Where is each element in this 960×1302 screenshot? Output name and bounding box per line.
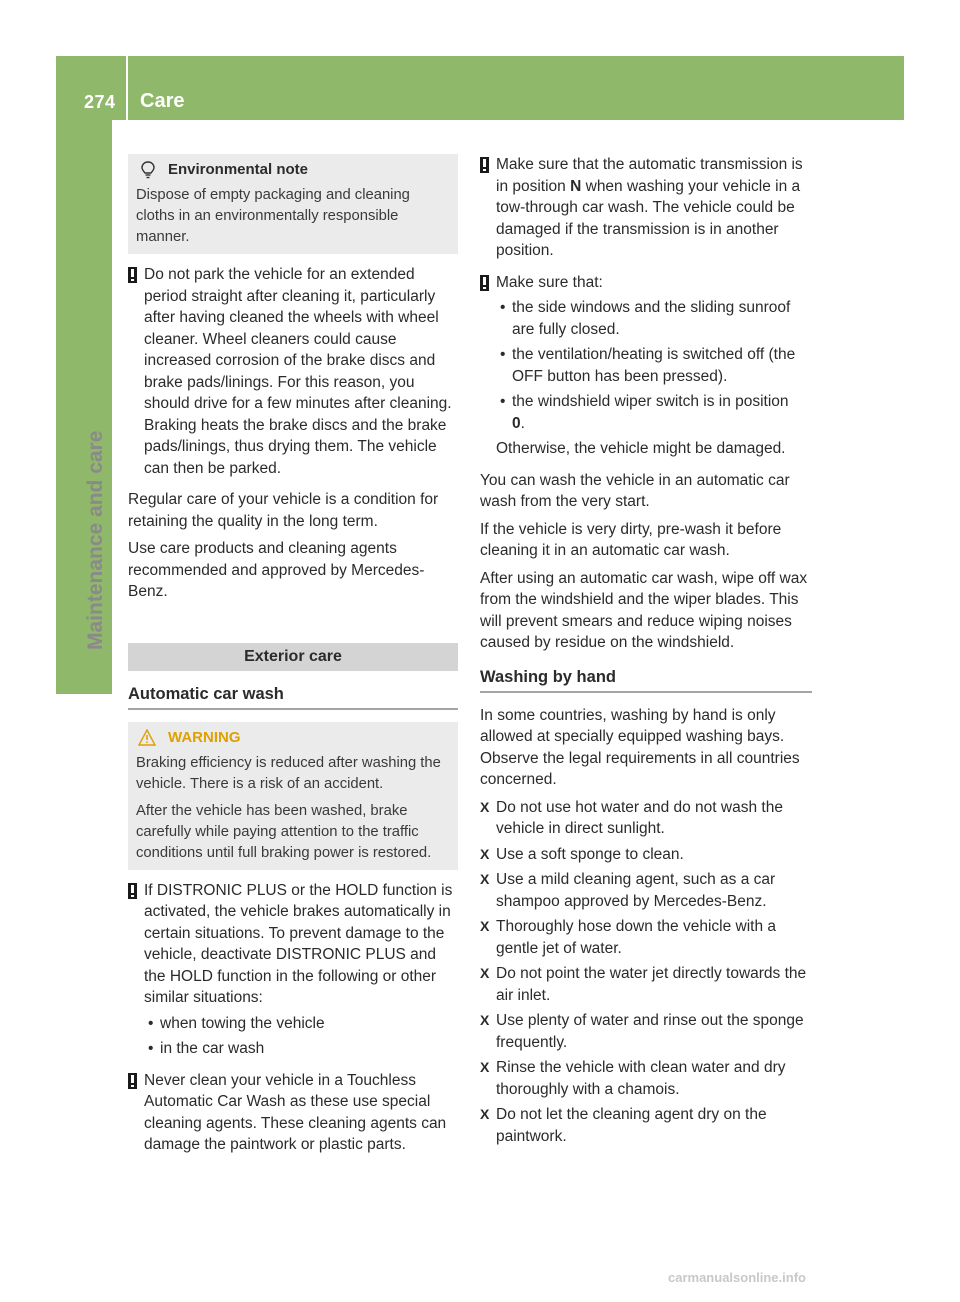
list-item: • when towing the vehicle	[144, 1013, 458, 1035]
side-tab-label-wrap	[72, 430, 107, 650]
bullet-list	[496, 297, 812, 434]
note-text-part: Make sure that the automatic transmission is in position	[496, 156, 803, 195]
note-touchless-wash	[128, 1070, 458, 1156]
exclamation-icon	[128, 1073, 137, 1089]
warning-text: Braking efficiency is reduced after washing the vehicle. There is a risk of an accident.	[136, 754, 441, 792]
step-item	[480, 916, 812, 959]
list-item-text: the windshield wiper switch is in position	[512, 393, 789, 410]
step-item	[480, 844, 812, 866]
exclamation-icon	[480, 157, 489, 173]
automatic-car-wash-heading: Automatic car wash	[128, 685, 458, 710]
step-text: Use a mild cleaning agent, such as a car shampoo approved by Mercedes-Benz.	[496, 871, 776, 910]
paragraph: In some countries, washing by hand is only allowed at specially equipped washing bays. Observe the legal requirements in all countries concerned.	[480, 706, 800, 788]
washing-by-hand-heading: Washing by hand	[480, 668, 812, 693]
note-park-after-cleaning	[128, 264, 458, 479]
list-item: • the ventilation/heating is switched off (the OFF button has been pressed).	[496, 344, 812, 387]
step-text: Do not use hot water and do not wash the vehicle in direct sunlight.	[496, 798, 783, 837]
step-text: Thoroughly hose down the vehicle with a gentle jet of water.	[496, 918, 777, 957]
side-tab-label: Maintenance and care	[84, 430, 107, 650]
arrow-icon: X	[480, 1106, 490, 1122]
note-text: If DISTRONIC PLUS or the HOLD function is activated, the vehicle brakes automatically in certain situations. To prevent damage to the vehicle, deactivate DISTRONIC PLUS and the HOLD function in the following or other similar situations:	[144, 881, 453, 1006]
step-text: Use a soft sponge to clean.	[496, 845, 684, 863]
warning-box	[128, 722, 458, 870]
arrow-icon: X	[480, 1012, 490, 1028]
page-number: 274	[84, 92, 116, 112]
step-item	[480, 1057, 812, 1100]
warning-title: WARNING	[168, 728, 241, 746]
paragraph: After using an automatic car wash, wipe off wax from the windshield and the wiper blades. This will prevent smears and reduce wiping noises caused by residue on the windshield.	[480, 569, 808, 651]
arrow-icon: X	[480, 965, 490, 981]
note-text: Make sure that:	[496, 273, 603, 291]
warning-triangle-icon	[138, 729, 156, 746]
step-item	[480, 963, 812, 1006]
env-note-body: Dispose of empty packaging and cleaning cloths in an environmentally responsible manner.	[136, 187, 410, 245]
watermark-logo: carmanualsonline.info	[668, 1270, 806, 1285]
arrow-icon: X	[480, 918, 490, 934]
exterior-care-heading: Exterior care	[128, 643, 458, 671]
gear-position: N	[570, 177, 582, 195]
list-item: • the side windows and the sliding sunroof are fully closed.	[496, 297, 812, 340]
step-list	[480, 797, 812, 1148]
step-text: Do not let the cleaning agent dry on the paintwork.	[496, 1106, 767, 1145]
warning-title-row	[136, 728, 450, 748]
warning-text: After the vehicle has been washed, brake carefully while paying attention to the traffic conditions until full braking power is restored.	[136, 802, 432, 861]
environmental-note	[128, 154, 458, 254]
step-item	[480, 869, 812, 912]
right-column	[480, 154, 812, 1151]
note-transmission	[480, 154, 812, 262]
list-item: • in the car wash	[144, 1038, 458, 1060]
note-make-sure	[480, 272, 812, 460]
note-text	[496, 154, 812, 262]
env-note-title: Environmental note	[168, 161, 309, 178]
paragraph: You can wash the vehicle in an automatic car wash from the very start.	[480, 471, 790, 510]
exclamation-icon	[480, 275, 489, 291]
wiper-position: 0	[512, 414, 521, 432]
paragraph: Regular care of your vehicle is a condition for retaining the quality in the long term.	[128, 491, 439, 530]
list-item	[496, 391, 812, 434]
step-item	[480, 1104, 812, 1147]
note-text: Never clean your vehicle in a Touchless Automatic Car Wash as these use special cleaning agents. These cleaning agents can damage the paintwork or plastic parts.	[144, 1071, 447, 1153]
step-text: Do not point the water jet directly towards the air inlet.	[496, 965, 807, 1004]
arrow-icon: X	[480, 1059, 490, 1075]
arrow-icon: X	[480, 845, 490, 862]
paragraph: If the vehicle is very dirty, pre-wash it before cleaning it in an automatic car wash.	[480, 520, 782, 559]
note-text: Otherwise, the vehicle might be damaged.	[496, 440, 786, 457]
step-text: Rinse the vehicle with clean water and dry thoroughly with a chamois.	[496, 1059, 786, 1098]
step-item	[480, 797, 812, 840]
arrow-icon: X	[480, 871, 490, 887]
step-text: Use plenty of water and rinse out the sponge frequently.	[496, 1012, 804, 1051]
section-title: Care	[140, 90, 185, 112]
exclamation-icon	[128, 267, 137, 283]
exclamation-icon	[128, 883, 137, 899]
arrow-icon: X	[480, 798, 490, 815]
paragraph: Use care products and cleaning agents recommended and approved by Mercedes-Benz.	[128, 540, 425, 600]
note-distronic	[128, 880, 458, 1060]
bullet-list	[144, 1013, 458, 1060]
env-note-title-row	[136, 160, 450, 180]
header-divider	[126, 56, 128, 120]
note-text: Do not park the vehicle for an extended period straight after cleaning it, particularly after having cleaned the wheels with wheel cleaner. Wheel cleaners could cause increased corrosion of the brake discs and brake pads/linings. For this reason, you should drive for a few minutes after cleaning. Braking heats the brake discs and the brake pads/linings, thus drying them. The vehicle can then be parked.	[144, 266, 452, 477]
lightbulb-icon	[140, 161, 156, 179]
left-column	[128, 154, 458, 1166]
list-item-text: .	[520, 414, 525, 432]
step-item	[480, 1010, 812, 1053]
note-text-part: when washing your vehicle in a tow-through car wash. The vehicle could be damaged if the transmission is in another position.	[496, 177, 801, 259]
